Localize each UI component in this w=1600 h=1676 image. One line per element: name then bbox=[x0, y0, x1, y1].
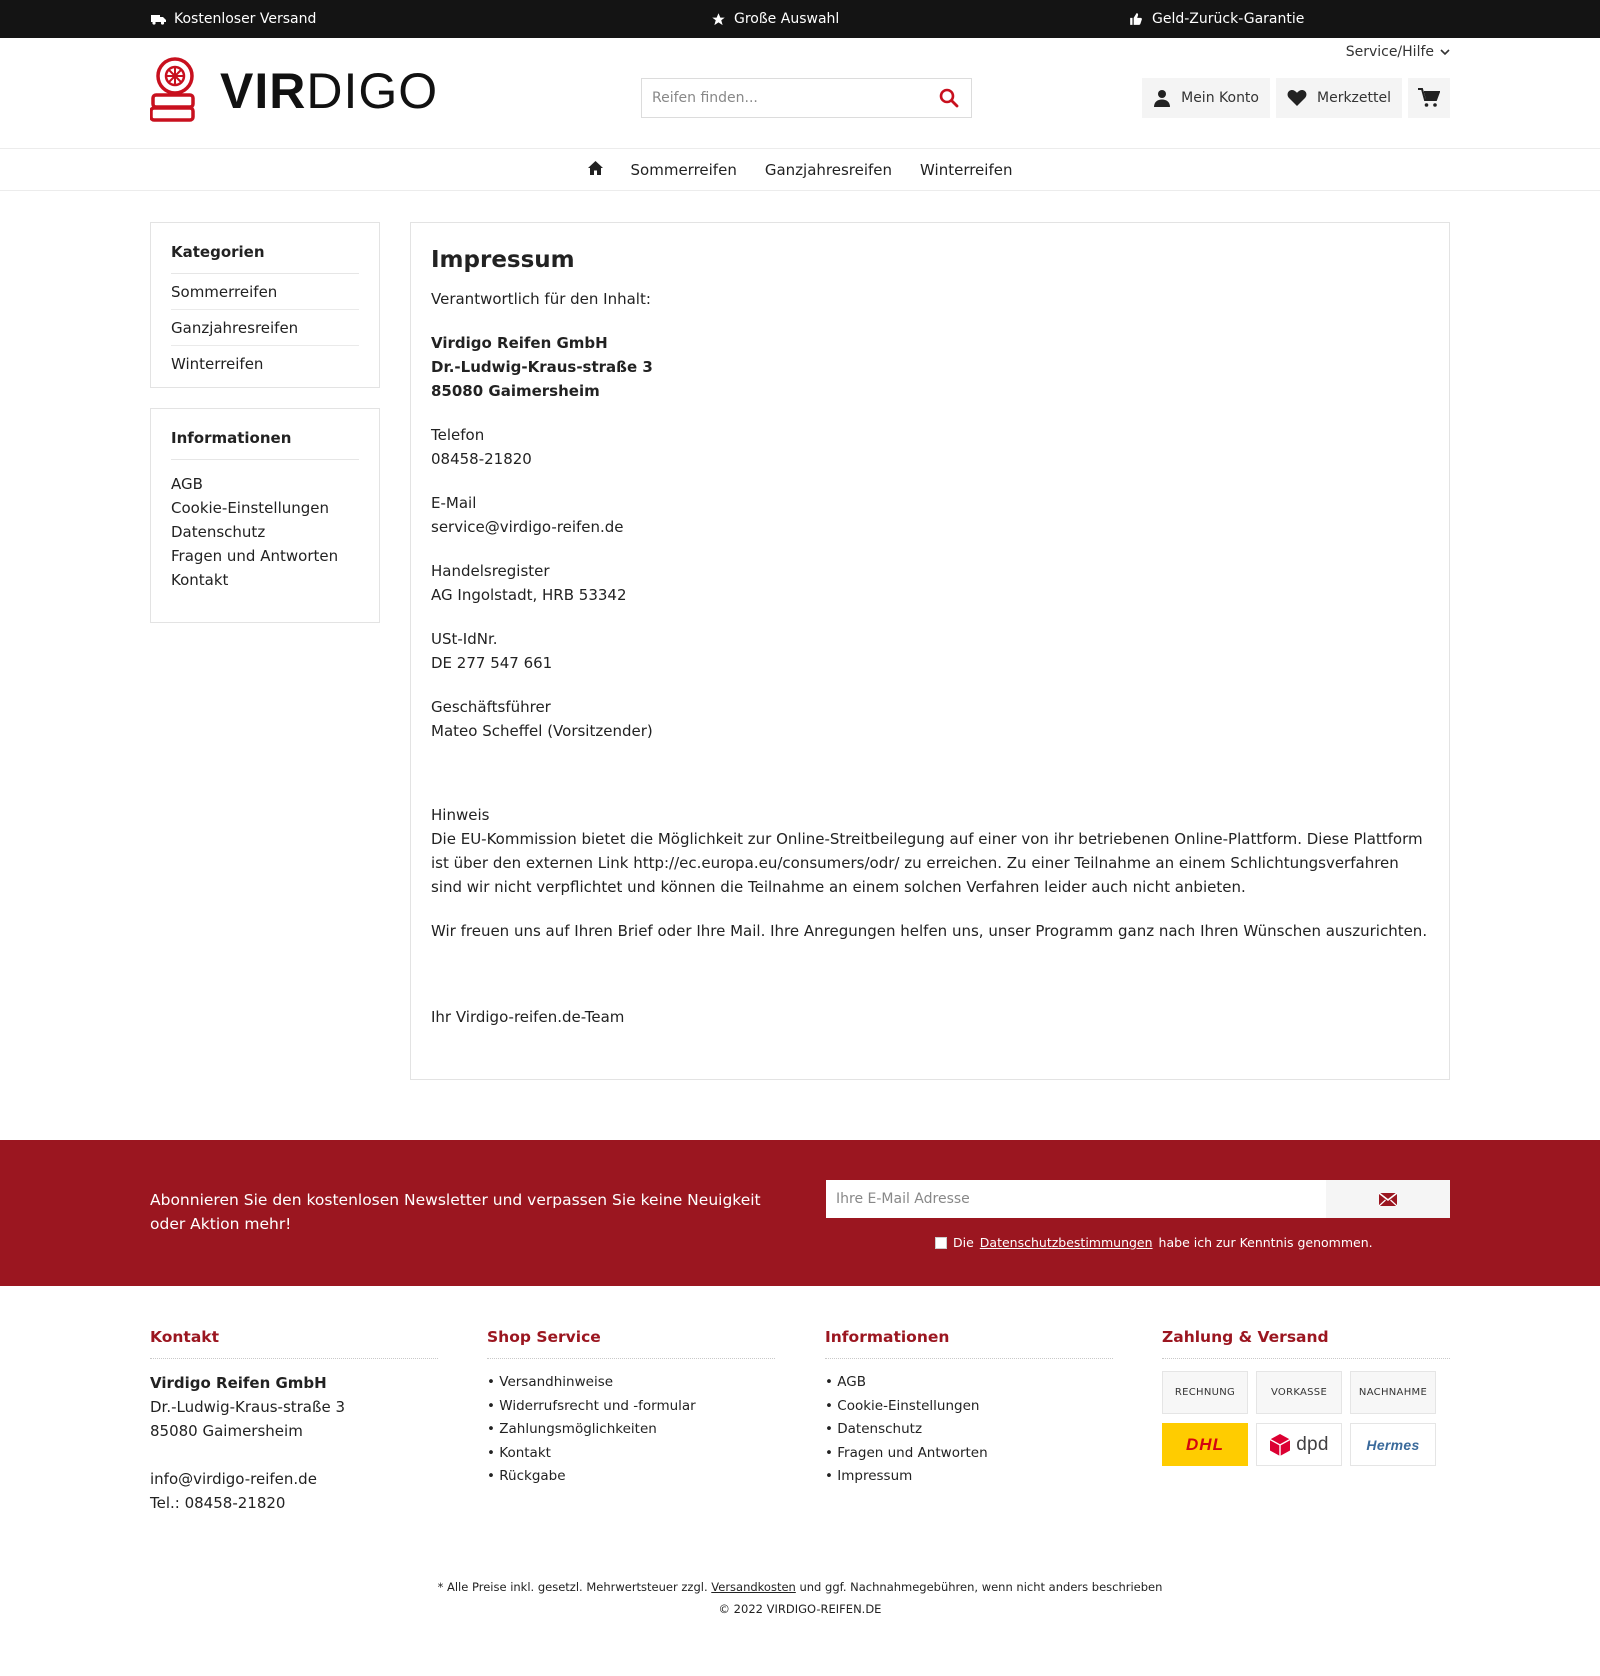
sidebar-item-all-season-tires[interactable]: Ganzjahresreifen bbox=[171, 310, 359, 346]
footer-link-returns[interactable]: • Rückgabe bbox=[487, 1465, 775, 1489]
footer-link-imprint[interactable]: • Impressum bbox=[825, 1465, 1113, 1489]
price-notice-suffix: und ggf. Nachnahmegebühren, wenn nicht anders beschrieben bbox=[799, 1580, 1163, 1594]
payment-invoice-badge: RECHNUNG bbox=[1162, 1371, 1248, 1414]
nav-all-season-tires[interactable]: Ganzjahresreifen bbox=[764, 160, 893, 179]
account-label: Mein Konto bbox=[1181, 90, 1259, 106]
vat-block bbox=[431, 627, 1429, 675]
heart-icon bbox=[1287, 89, 1307, 107]
company-name: Virdigo Reifen GmbH bbox=[431, 334, 608, 352]
footer-shop-service bbox=[487, 1328, 775, 1489]
sidebar-information bbox=[150, 408, 380, 623]
company-street: Dr.-Ludwig-Kraus-straße 3 bbox=[431, 358, 653, 376]
payment-cod-badge: NACHNAHME bbox=[1350, 1371, 1436, 1414]
dpd-cube-icon bbox=[1269, 1433, 1291, 1457]
privacy-policy-link[interactable]: Datenschutzbestimmungen bbox=[979, 1235, 1153, 1250]
envelope-icon bbox=[1379, 1193, 1397, 1206]
search-input[interactable] bbox=[642, 79, 927, 117]
closing-text: Wir freuen uns auf Ihren Brief oder Ihre Mail. Ihre Anregungen helfen uns, unser Programm ganz nach Ihren Wünschen auszurichten. bbox=[431, 922, 1428, 940]
phone-label: Telefon bbox=[431, 426, 485, 444]
footer-information-title: Informationen bbox=[825, 1328, 1113, 1359]
nav-winter-tires[interactable]: Winterreifen bbox=[920, 160, 1013, 179]
footer-link-shipping-info[interactable]: • Versandhinweise bbox=[487, 1371, 775, 1395]
logo[interactable] bbox=[150, 56, 438, 126]
footer-payment-shipping bbox=[1162, 1328, 1450, 1466]
footer-company: Virdigo Reifen GmbH bbox=[150, 1374, 327, 1392]
nav-summer-tires[interactable]: Sommerreifen bbox=[630, 160, 737, 179]
truck-icon bbox=[150, 11, 166, 27]
footer-payment-shipping-title: Zahlung & Versand bbox=[1162, 1328, 1450, 1359]
vat-label: USt-IdNr. bbox=[431, 630, 498, 648]
register-block bbox=[431, 559, 1429, 607]
home-icon[interactable] bbox=[588, 161, 603, 179]
footer-link-contact[interactable]: • Kontakt bbox=[487, 1442, 775, 1466]
account-button[interactable] bbox=[1142, 78, 1270, 118]
carrier-dhl-logo: DHL bbox=[1162, 1423, 1248, 1466]
star-icon bbox=[710, 11, 726, 27]
sidebar-categories bbox=[150, 222, 380, 388]
usp-shipping-label: Kostenloser Versand bbox=[174, 11, 317, 27]
register-label: Handelsregister bbox=[431, 562, 550, 580]
usp-shipping bbox=[150, 0, 316, 38]
usp-guarantee-label: Geld-Zurück-Garantie bbox=[1152, 11, 1305, 27]
usp-selection-label: Große Auswahl bbox=[734, 11, 840, 27]
footer-link-faq[interactable]: • Fragen und Antworten bbox=[825, 1442, 1113, 1466]
service-help-label: Service/Hilfe bbox=[1345, 44, 1434, 60]
email-label: E-Mail bbox=[431, 494, 477, 512]
footer-link-privacy[interactable]: • Datenschutz bbox=[825, 1418, 1113, 1442]
imprint-content bbox=[410, 222, 1450, 1080]
vat-value: DE 277 547 661 bbox=[431, 654, 553, 672]
newsletter-section bbox=[0, 1140, 1600, 1286]
chevron-down-icon bbox=[1440, 44, 1450, 60]
signature: Ihr Virdigo-reifen.de-Team bbox=[431, 1008, 625, 1026]
carrier-hermes-logo: Hermes bbox=[1350, 1423, 1436, 1466]
price-notice-prefix: * Alle Preise inkl. gesetzl. Mehrwertsteuer zzgl. bbox=[437, 1580, 708, 1594]
legal-notice bbox=[0, 1576, 1600, 1620]
copyright: © 2022 VIRDIGO-REIFEN.DE bbox=[718, 1602, 882, 1616]
wishlist-button[interactable] bbox=[1276, 78, 1402, 118]
search-box bbox=[641, 78, 972, 118]
footer-phone: Tel.: 08458-21820 bbox=[150, 1494, 286, 1512]
footer-city: 85080 Gaimersheim bbox=[150, 1422, 303, 1440]
privacy-consent-suffix: habe ich zur Kenntnis genommen. bbox=[1158, 1235, 1373, 1250]
privacy-consent bbox=[935, 1235, 1373, 1250]
privacy-consent-prefix: Die bbox=[953, 1235, 974, 1250]
search-icon bbox=[939, 88, 959, 108]
company-city: 85080 Gaimersheim bbox=[431, 382, 600, 400]
service-help-menu[interactable] bbox=[1346, 44, 1450, 60]
sidebar-item-faq[interactable]: Fragen und Antworten bbox=[171, 547, 339, 565]
newsletter-text: Abonnieren Sie den kostenlosen Newsletter und verpassen Sie keine Neuigkeit oder Aktion mehr! bbox=[150, 1191, 761, 1233]
phone-value: 08458-21820 bbox=[431, 450, 532, 468]
ceo-label: Geschäftsführer bbox=[431, 698, 551, 716]
sidebar-item-agb[interactable]: AGB bbox=[171, 475, 203, 493]
footer-contact-title: Kontakt bbox=[150, 1328, 438, 1359]
cart-icon bbox=[1418, 88, 1440, 108]
ceo-block bbox=[431, 695, 1429, 743]
sidebar-item-summer-tires[interactable]: Sommerreifen bbox=[171, 274, 359, 310]
shipping-costs-link[interactable]: Versandkosten bbox=[711, 1580, 796, 1594]
footer-link-agb[interactable]: • AGB bbox=[825, 1371, 1113, 1395]
price-notice bbox=[0, 1576, 1600, 1598]
carrier-dpd-logo: dpd bbox=[1256, 1423, 1342, 1466]
newsletter-form bbox=[826, 1180, 1450, 1218]
sidebar-item-winter-tires[interactable]: Winterreifen bbox=[171, 355, 264, 373]
page-title: Impressum bbox=[431, 247, 575, 273]
phone-block bbox=[431, 423, 1429, 471]
footer-information bbox=[825, 1328, 1113, 1489]
sidebar-item-cookie-settings[interactable]: Cookie-Einstellungen bbox=[171, 499, 330, 517]
footer-shop-service-title: Shop Service bbox=[487, 1328, 775, 1359]
register-value: AG Ingolstadt, HRB 53342 bbox=[431, 586, 627, 604]
cart-button[interactable] bbox=[1408, 78, 1450, 118]
footer-contact bbox=[150, 1328, 438, 1515]
footer-street: Dr.-Ludwig-Kraus-straße 3 bbox=[150, 1398, 345, 1416]
ceo-value: Mateo Scheffel (Vorsitzender) bbox=[431, 722, 653, 740]
user-icon bbox=[1153, 89, 1171, 107]
responsible-label: Verantwortlich für den Inhalt: bbox=[431, 290, 651, 308]
tire-stack-logo-icon bbox=[150, 56, 198, 126]
sidebar-categories-title: Kategorien bbox=[171, 223, 359, 274]
hint-block bbox=[431, 803, 1429, 899]
sidebar-item-privacy[interactable]: Datenschutz bbox=[171, 523, 266, 541]
payment-badges bbox=[1162, 1371, 1450, 1466]
sidebar-item-contact[interactable]: Kontakt bbox=[171, 571, 229, 589]
newsletter-email-input[interactable] bbox=[826, 1180, 1326, 1218]
logo-wordmark: VIRDIGO bbox=[220, 63, 439, 119]
privacy-consent-checkbox[interactable] bbox=[935, 1237, 947, 1249]
company-address bbox=[431, 331, 1429, 403]
footer-link-payment-options[interactable]: • Zahlungsmöglichkeiten bbox=[487, 1418, 775, 1442]
main-navigation bbox=[0, 148, 1600, 191]
search-button[interactable] bbox=[927, 79, 971, 117]
thumbs-up-icon bbox=[1128, 11, 1144, 27]
usp-guarantee bbox=[1128, 0, 1304, 38]
hint-label: Hinweis bbox=[431, 806, 490, 824]
sidebar-information-title: Informationen bbox=[171, 409, 359, 460]
newsletter-submit-button[interactable] bbox=[1326, 1180, 1450, 1218]
payment-prepayment-badge: VORKASSE bbox=[1256, 1371, 1342, 1414]
email-block bbox=[431, 491, 1429, 539]
top-bar bbox=[0, 0, 1600, 38]
footer-email-link[interactable]: info@virdigo-reifen.de bbox=[150, 1470, 317, 1488]
footer-link-withdrawal[interactable]: • Widerrufsrecht und -formular bbox=[487, 1395, 775, 1419]
footer-link-cookie-settings[interactable]: • Cookie-Einstellungen bbox=[825, 1395, 1113, 1419]
header-actions bbox=[1142, 78, 1450, 118]
wishlist-label: Merkzettel bbox=[1317, 90, 1391, 106]
hint-text: Die EU-Kommission bietet die Möglichkeit zur Online-Streitbeilegung auf einer von ihr betriebenen Online-Plattform. Diese Plattform ist über den externen Link http://ec.europa.eu/consumers/odr/ zu erreichen. Zu einer Teilnahme an einem Schlichtungsverfahren sind wir nicht verpflichtet und können die Teilnahme an einem solchen Verfahren leider auch nicht anbieten. bbox=[431, 830, 1423, 896]
email-value: service@virdigo-reifen.de bbox=[431, 518, 624, 536]
usp-selection bbox=[710, 0, 839, 38]
